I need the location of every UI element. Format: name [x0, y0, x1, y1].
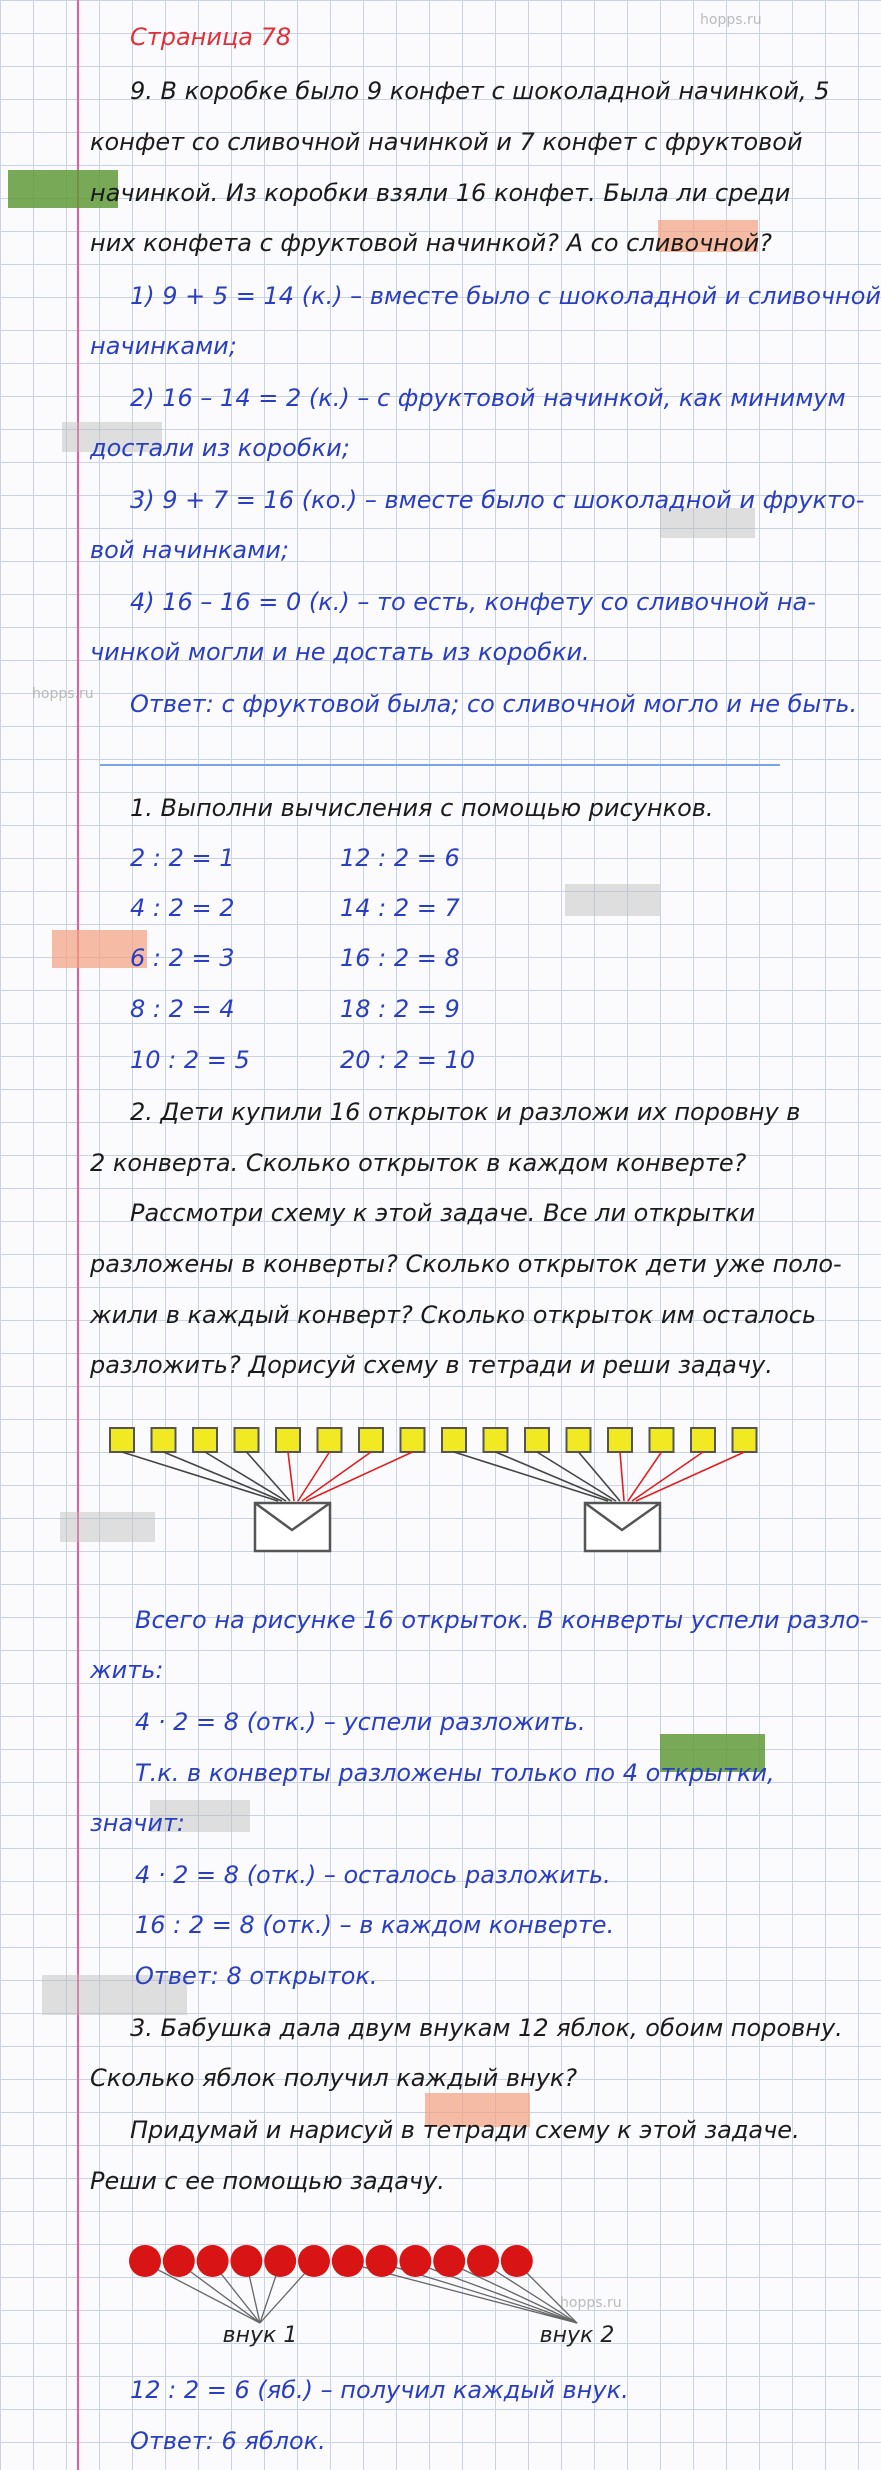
page-header: Страница 78 [130, 23, 292, 51]
task2-solution-line: 4 · 2 = 8 (отк.) – осталось разложить. [135, 1861, 611, 1889]
apple [433, 2245, 465, 2277]
grandson-1-label: внук 1 [222, 2323, 298, 2348]
task1-right-expression: 16 : 2 = 8 [340, 944, 460, 972]
placed-card-line [164, 1452, 283, 1501]
apple [467, 2245, 499, 2277]
task9-solution-line: вой начинками; [90, 536, 289, 564]
task9-solution-line: 1) 9 + 5 = 14 (к.) – вместе было с шоколадной и сливочной [130, 282, 881, 310]
postcard [567, 1428, 591, 1452]
task9-solution-line: начинками; [90, 332, 237, 360]
placed-card-line [496, 1452, 613, 1501]
task3-answer: Ответ: 6 яблок. [130, 2427, 326, 2455]
task1-left-expression: 6 : 2 = 3 [130, 944, 235, 972]
apple [129, 2245, 161, 2277]
task3-solution: 12 : 2 = 6 (яб.) – получил каждый внук. [130, 2376, 629, 2404]
apples-row [129, 2245, 533, 2277]
remaining-card-line [632, 1452, 703, 1501]
task9-solution-line: достали из коробки; [90, 434, 350, 462]
placed-card-line [537, 1452, 616, 1501]
task1-left-expression: 10 : 2 = 5 [130, 1046, 250, 1074]
apples-diagram [0, 2235, 800, 2355]
envelope-right [585, 1503, 660, 1551]
postcard [235, 1428, 259, 1452]
task1-right-expression: 20 : 2 = 10 [340, 1046, 476, 1074]
task2-line: разложены в конверты? Сколько открыток дети уже поло- [90, 1250, 842, 1278]
apple [230, 2245, 262, 2277]
task3-line: 3. Бабушка дала двум внукам 12 яблок, обоим поровну. [130, 2014, 843, 2042]
apple [298, 2245, 330, 2277]
task2-solution-line: Т.к. в конверты разложены только по 4 открытки, [135, 1759, 775, 1787]
placed-card-line [205, 1452, 286, 1501]
postcard [608, 1428, 632, 1452]
remaining-card-line [298, 1452, 330, 1501]
decorative-overlay [565, 884, 660, 916]
task1-right-expression: 14 : 2 = 7 [340, 894, 460, 922]
card-lines [122, 1452, 745, 1501]
remaining-card-line [306, 1452, 413, 1501]
task9-line: конфет со сливочной начинкой и 7 конфет с фруктовой [90, 128, 803, 156]
task2-line: 2 конверта. Сколько открыток в каждом конверте? [90, 1149, 747, 1177]
watermark: hopps.ru [700, 12, 762, 28]
remaining-card-line [288, 1452, 294, 1501]
task2-solution-line: жить: [90, 1656, 164, 1684]
remaining-card-line [636, 1452, 745, 1501]
task9-line: 9. В коробке было 9 конфет с шоколадной начинкой, 5 [130, 77, 830, 105]
apple [501, 2245, 533, 2277]
task2-solution-line: 16 : 2 = 8 (отк.) – в каждом конверте. [135, 1911, 615, 1939]
apple [197, 2245, 229, 2277]
task1-right-expression: 12 : 2 = 6 [340, 844, 460, 872]
task9-solution-line: чинкой могли и не достать из коробки. [90, 638, 590, 666]
task2-solution-line: Всего на рисунке 16 открыток. В конверты успели разло- [135, 1606, 869, 1634]
cards-row [110, 1428, 757, 1452]
postcard [193, 1428, 217, 1452]
postcard [525, 1428, 549, 1452]
postcard [650, 1428, 674, 1452]
task2-line: разложить? Дорисуй схему в тетради и реши задачу. [90, 1351, 773, 1379]
postcard [401, 1428, 425, 1452]
postcard [691, 1428, 715, 1452]
task1-title: 1. Выполни вычисления с помощью рисунков. [130, 794, 714, 822]
watermark: hopps.ru [560, 2295, 622, 2311]
remaining-card-line [620, 1452, 624, 1501]
task3-line: Сколько яблок получил каждый внук? [90, 2064, 578, 2092]
apple [332, 2245, 364, 2277]
placed-card-line [122, 1452, 278, 1501]
task9-solution-line: 4) 16 – 16 = 0 (к.) – то есть, конфету со сливочной на- [130, 588, 816, 616]
remaining-card-line [628, 1452, 662, 1501]
task3-line: Придумай и нарисуй в тетради схему к этой задаче. [130, 2116, 800, 2144]
postcard [318, 1428, 342, 1452]
postcard [484, 1428, 508, 1452]
task2-solution-line: 4 · 2 = 8 (отк.) – успели разложить. [135, 1708, 586, 1736]
envelope-left [255, 1503, 330, 1551]
postcard [110, 1428, 134, 1452]
postcard [152, 1428, 176, 1452]
apple [366, 2245, 398, 2277]
task9-line: начинкой. Из коробки взяли 16 конфет. Была ли среди [90, 179, 791, 207]
envelopes-diagram [0, 1418, 800, 1568]
task9-solution-line: 3) 9 + 7 = 16 (ко.) – вместе было с шоколадной и фрукто- [130, 486, 865, 514]
task2-line: 2. Дети купили 16 открыток и разложи их поровну в [130, 1098, 801, 1126]
task1-right-expression: 18 : 2 = 9 [340, 995, 460, 1023]
section-separator [100, 764, 780, 766]
postcard [276, 1428, 300, 1452]
task3-line: Реши с ее помощью задачу. [90, 2167, 445, 2195]
task9-answer: Ответ: с фруктовой была; со сливочной могло и не быть. [130, 690, 858, 718]
grandson-2-label: внук 2 [539, 2323, 615, 2348]
apple [399, 2245, 431, 2277]
postcard [733, 1428, 757, 1452]
task2-line: жили в каждый конверт? Сколько открыток им осталось [90, 1301, 817, 1329]
postcard [359, 1428, 383, 1452]
task1-left-expression: 4 : 2 = 2 [130, 894, 235, 922]
task1-left-expression: 2 : 2 = 1 [130, 844, 235, 872]
postcard [442, 1428, 466, 1452]
task9-solution-line: 2) 16 – 14 = 2 (к.) – с фруктовой начинкой, как минимум [130, 384, 846, 412]
task9-line: них конфета с фруктовой начинкой? А со сливочной? [90, 229, 773, 257]
watermark: hopps.ru [32, 686, 94, 702]
task2-solution-line: значит: [90, 1809, 186, 1837]
task1-left-expression: 8 : 2 = 4 [130, 995, 235, 1023]
apple [264, 2245, 296, 2277]
task2-line: Рассмотри схему к этой задаче. Все ли открытки [130, 1199, 756, 1227]
apple [163, 2245, 195, 2277]
task2-answer: Ответ: 8 открыток. [135, 1962, 378, 1990]
